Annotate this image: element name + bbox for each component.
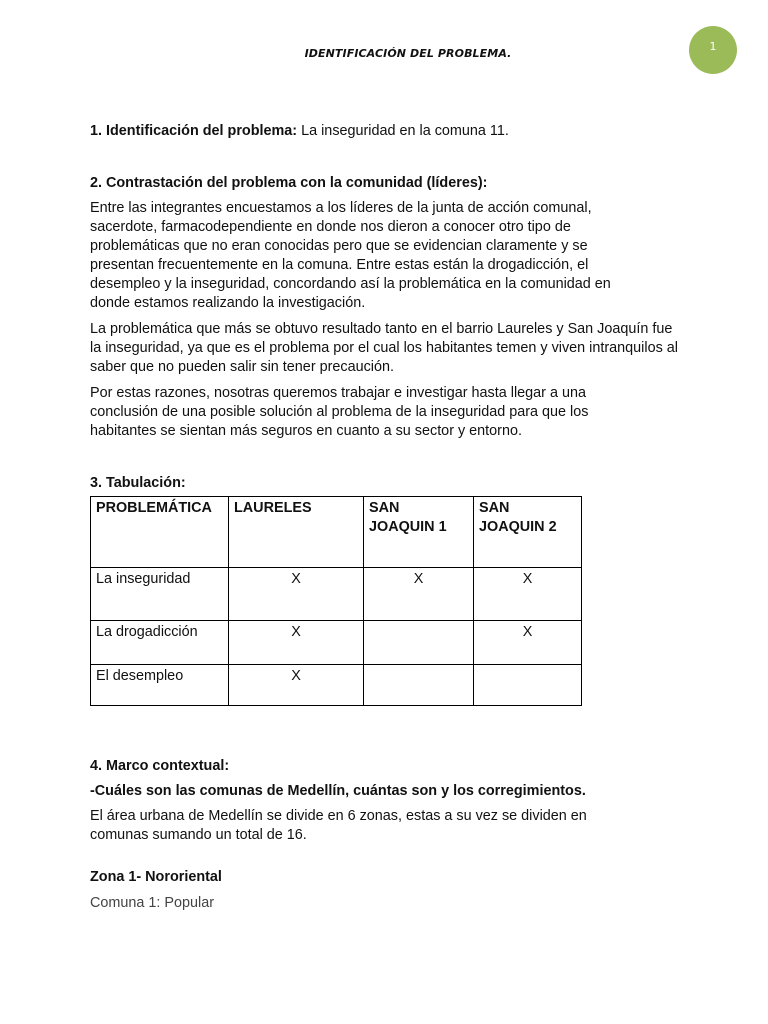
section-4-heading: 4. Marco contextual: [90, 758, 230, 774]
table-header-cell: PROBLEMÁTICA [91, 497, 229, 568]
section-4-intro: El área urbana de Medellín se divide en 6 zonas, estas a su vez se dividen en comunas sumando un total de 16. [90, 808, 587, 843]
table-cell: La inseguridad [91, 568, 229, 621]
document-header-title: IDENTIFICACIÓN DEL PROBLEMA. [304, 47, 512, 60]
table-row [91, 665, 582, 706]
section-2-heading: 2. Contrastación del problema con la comunidad (líderes): [90, 175, 488, 191]
table-header-cell: LAURELES [229, 497, 364, 568]
table-cell: La drogadicción [91, 621, 229, 665]
section-3-heading: 3. Tabulación: [90, 475, 186, 491]
table-row [91, 568, 582, 621]
table-cell: X [229, 621, 364, 665]
table-header-cell: SAN JOAQUIN 2 [474, 497, 582, 568]
section-4-question: -Cuáles son las comunas de Medellín, cuántas son y los corregimientos. [90, 783, 586, 799]
table-cell: X [474, 621, 582, 665]
section-2-paragraph-3: Por estas razones, nosotras queremos trabajar e investigar hasta llegar a una conclusión de una posible solución al problema de la inseguridad para que los habitantes se sientan más seguros en cuanto a su sector y entorno. [90, 385, 589, 439]
table-header-row [91, 497, 582, 568]
section-1-text: La inseguridad en la comuna 11. [297, 123, 509, 139]
section-2-paragraph-1: Entre las integrantes encuestamos a los líderes de la junta de acción comunal, sacerdote, farmacodependiente en donde nos dieron a conocer otro tipo de problemáticas que no eran conocidas pero que se evidencian claramente y se presentan frecuentemente en la comuna. Entre estas están la drogadicción, el desempleo y la inseguridad, concordando así la problemática en la comunidad en donde estamos realizando la investigación. [90, 200, 611, 311]
table-header-cell: SAN JOAQUIN 1 [364, 497, 474, 568]
section-2-paragraph-2: La problemática que más se obtuvo resultado tanto en el barrio Laureles y San Joaquín fue la inseguridad, ya que es el problema por el cual los habitantes temen y viven intranquilos al saber que no pueden salir sin tener precaución. [90, 321, 678, 375]
table-cell: X [229, 665, 364, 706]
table-cell: X [364, 568, 474, 621]
table-cell: X [474, 568, 582, 621]
table-cell [474, 665, 582, 706]
tabulation-table [90, 496, 582, 706]
page-number-badge: 1 [689, 26, 737, 74]
table-cell: El desempleo [91, 665, 229, 706]
table-cell: X [229, 568, 364, 621]
document-body [90, 122, 690, 913]
comuna-line: Comuna 1: Popular [90, 895, 214, 911]
zone-heading: Zona 1- Nororiental [90, 869, 222, 885]
table-row [91, 621, 582, 665]
section-1 [90, 122, 690, 141]
section-1-label: 1. Identificación del problema: [90, 123, 298, 139]
table-cell [364, 665, 474, 706]
table-cell [364, 621, 474, 665]
